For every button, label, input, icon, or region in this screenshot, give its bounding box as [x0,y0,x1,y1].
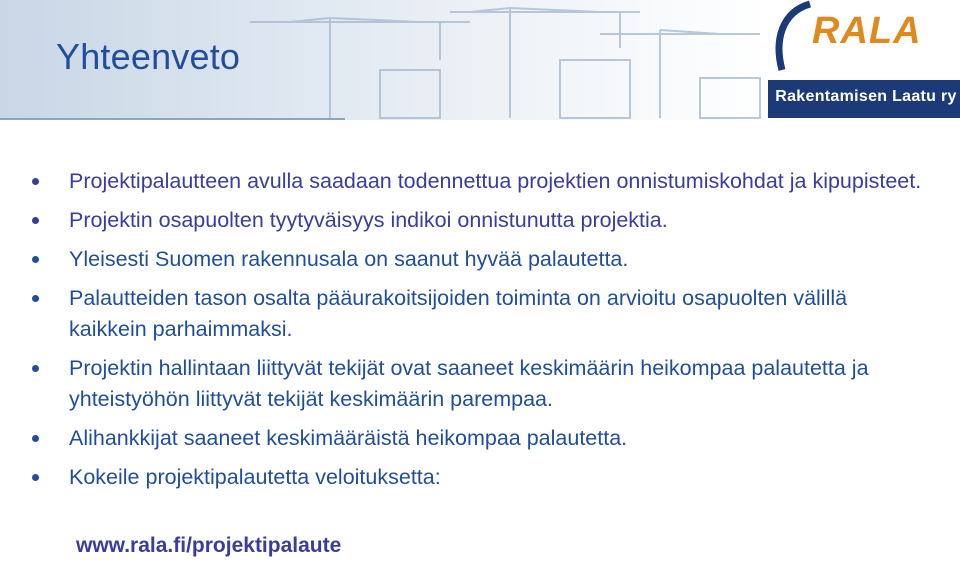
bullet-dot-icon [32,474,39,481]
bullet-text: Kokeile projektipalautetta veloituksetta: [69,465,441,489]
rala-logo [768,0,960,118]
bullet-item [30,166,930,197]
header-divider [0,118,345,120]
bullet-item [30,353,930,415]
bullet-item [30,423,930,454]
bullet-dot-icon [32,365,39,372]
bullet-text: Yleisesti Suomen rakennusala on saanut hyvää palautetta. [69,247,629,271]
bullet-text: Projektin osapuolten tyytyväisyys indikoi onnistunutta projektia. [69,208,668,232]
bullet-dot-icon [32,217,39,224]
bullet-item [30,462,930,493]
bullet-dot-icon [32,295,39,302]
bullet-dot-icon [32,178,39,185]
header-background [0,0,770,120]
bullet-item [30,244,930,275]
logo-top-panel [768,0,960,80]
bullet-text: Alihankkijat saaneet keskimääräistä heikompaa palautetta. [69,426,628,450]
bullet-item [30,283,930,345]
logo-wordmark: RALA [812,10,922,52]
bullet-text: Palautteiden tason osalta pääurakoitsijoiden toiminta on arvioitu osapuolten välillä kaikkein parhaimmaksi. [69,286,848,341]
bullet-list [30,166,930,501]
projektipalaute-link[interactable]: www.rala.fi/projektipalaute [76,534,342,557]
bullet-dot-icon [32,435,39,442]
bullet-text: Projektin hallintaan liittyvät tekijät ovat saaneet keskimäärin heikompaa palautetta ja yhteistyöhön liittyvät tekijät keskimäärin parempaa. [69,356,869,411]
bullet-text: Projektipalautteen avulla saadaan todennettua projektien onnistumiskohdat ja kipupisteet. [69,169,922,193]
bullet-item [30,205,930,236]
logo-subtitle: Rakentamisen Laatu ry [775,88,957,105]
slide-title: Yhteenveto [56,36,241,77]
bullet-dot-icon [32,256,39,263]
